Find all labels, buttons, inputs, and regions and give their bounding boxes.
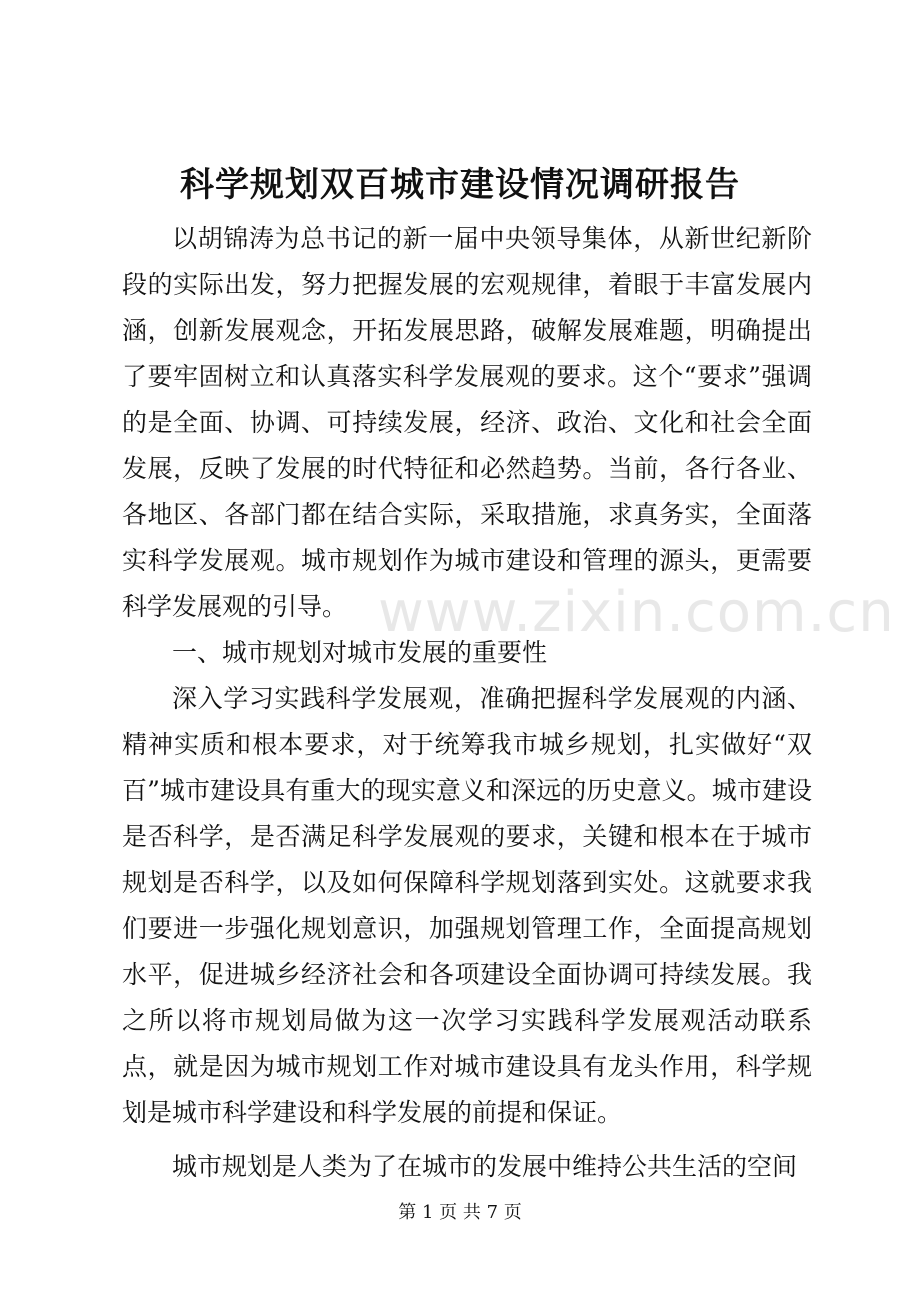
watermark-text: www.zixin.com.cn [378, 580, 895, 645]
section-heading-1: 一、城市规划对城市发展的重要性 [172, 638, 548, 667]
document-body [122, 216, 812, 1190]
paragraph-gap [122, 1136, 812, 1144]
document-title: 科学规划双百城市建设情况调研报告 [180, 165, 740, 205]
paragraph-continued: 城市规划是人类为了在城市的发展中维持公共生活的空间 [172, 1152, 798, 1181]
paragraph-intro: 以胡锦涛为总书记的新一届中央领导集体，从新世纪新阶段的实际出发，努力把握发展的宏观规律，着眼于丰富发展内涵，创新发展观念，开拓发展思路，破解发展难题，明确提出了要牢固树立和认真落实科学发展观的要求。这个“要求”强调的是全面、协调、可持续发展，经济、政治、文化和社会全面发展，反映了发展的时代特征和必然趋势。当前，各行各业、各地区、各部门都在结合实际，采取措施，求真务实，全面落实科学发展观。城市规划作为城市建设和管理的源头，更需要科学发展观的引导。 [122, 224, 812, 621]
page-footer: 第 1 页 共 7 页 [398, 1202, 522, 1223]
paragraph-importance: 深入学习实践科学发展观，准确把握科学发展观的内涵、精神实质和根本要求，对于统筹我市城乡规划，扎实做好“双百”城市建设具有重大的现实意义和深远的历史意义。城市建设是否科学，是否满足科学发展观的要求，关键和根本在于城市规划是否科学，以及如何保障科学规划落到实处。这就要求我们要进一步强化规划意识，加强规划管理工作，全面提高规划水平，促进城乡经济社会和各项建设全面协调可持续发展。我之所以将市规划局做为这一次学习实践科学发展观活动联系点，就是因为城市规划工作对城市建设具有龙头作用，科学规划是城市科学建设和科学发展的前提和保证。 [122, 684, 812, 1127]
